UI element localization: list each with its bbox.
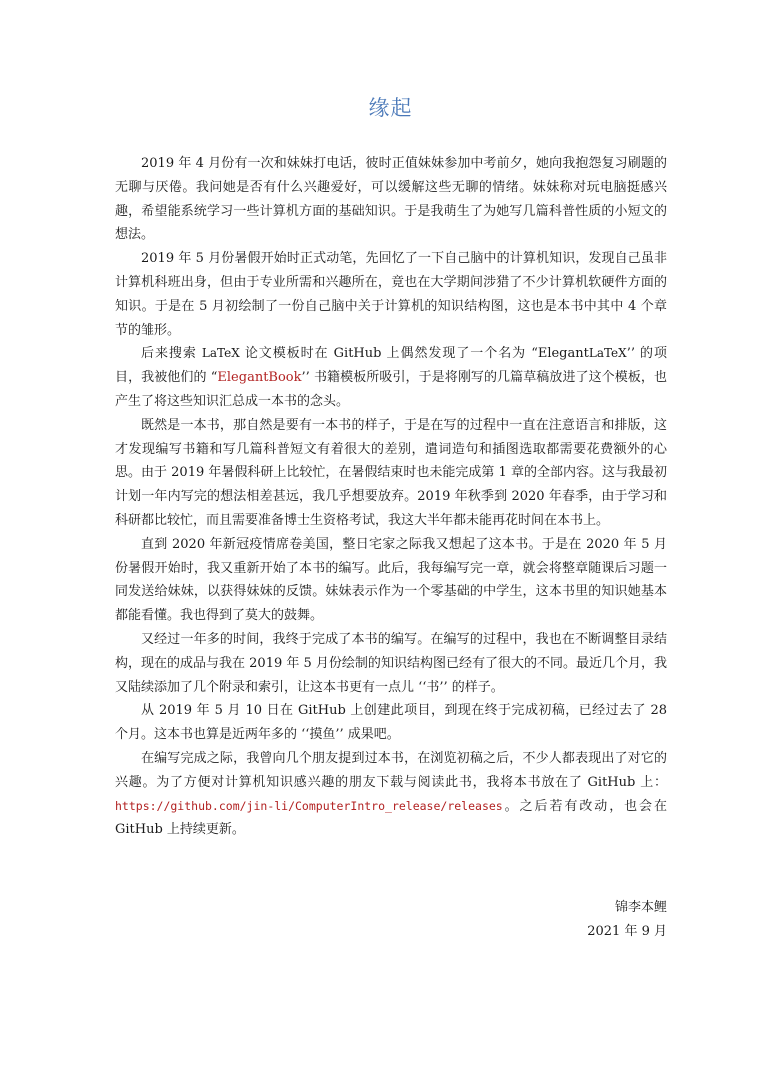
latex-logo: LaTeX xyxy=(201,346,240,361)
paragraph-3 xyxy=(115,342,667,413)
p3-text-a: 后来搜索 xyxy=(141,346,202,362)
paragraph-1: 2019 年 4 月份有一次和妹妹打电话，彼时正值妹妹参加中考前夕，她向我抱怨复习刷题的无聊与厌倦。我问她是否有什么兴趣爱好，可以缓解这些无聊的情绪。妹妹称对玩电脑挺感兴趣，希望能系统学习一些计算机方面的基础知识。于是我萌生了为她写几篇科普性质的小短文的想法。 xyxy=(115,156,667,243)
page-title: 缘起 xyxy=(368,96,413,120)
p3-text-b: 论文模板时在 GitHub 上偶然发现了一个名为 “Elegant xyxy=(239,346,589,362)
paragraph-7: 从 2019 年 5 月 10 日在 GitHub 上创建此项目，到现在终于完成初稿，已经过去了 28 个月。这本书也算是近两年多的 ‘‘摸鱼’’ 成果吧。 xyxy=(115,703,667,743)
paragraph-2: 2019 年 5 月份暑假开始时正式动笔，先回忆了一下自己脑中的计算机知识，发现自己虽非计算机科班出身，但由于专业所需和兴趣所在，竟也在大学期间涉猎了不少计算机软硬件方面的知识。于是在 5 月初绘制了一份自己脑中关于计算机的知识结构图，这也是本书中其中 4 个章节的雏形。 xyxy=(115,251,667,338)
release-url-link[interactable]: https://github.com/jin-li/ComputerIntro_release/releases xyxy=(115,798,503,813)
preface-body xyxy=(115,152,667,842)
p8-text-a: 在编写完成之际，我曾向几个朋友提到过本书，在浏览初稿之后，不少人都表现出了对它的兴趣。为了方便对计算机知识感兴趣的朋友下载与阅读此书，我将本书放在了 GitHub 上： xyxy=(115,750,667,790)
p3-text-d: ’’ 书籍模板所吸引，于是将刚写的几篇草稿放进了这个模板，也产生了将这些知识汇总成一本书的念头。 xyxy=(115,370,667,409)
p3-text-c: ’’ 的项目，我被他们的 “ xyxy=(115,346,668,386)
paragraph-4: 既然是一本书，那自然是要有一本书的样子，于是在写的过程中一直在注意语言和排版，这才发现编写书籍和写几篇科普短文有着很大的差别，遣词造句和插图选取都需要花费额外的心思。由于 2019 年暑假科研上比较忙，在暑假结束时也未能完成第 1 章的全部内容。这与我最初计划一年内写完的想法相差甚远，我几乎想要放弃。2019 年秋季到 2020 年春季，由于学习和科研都比较忙，而且需要准备博士生资格考试，我这大半年都未能再花时间在本书上。 xyxy=(115,417,667,528)
latex-logo: LaTeX xyxy=(588,346,627,361)
signature-name: 锦李本鲤 xyxy=(614,900,667,915)
paragraph-6: 又经过一年多的时间，我终于完成了本书的编写。在编写的过程中，我也在不断调整目录结构，现在的成品与我在 2019 年 5 月份绘制的知识结构图已经有了很大的不同。最近几个月，我又陆续添加了几个附录和索引，让这本书更有一点儿 ‘‘书’’ 的样子。 xyxy=(115,631,667,695)
p8-text-b: 。之后若有改动，也会在 GitHub 上持续更新。 xyxy=(115,798,667,838)
elegantbook-link[interactable]: ElegantBook xyxy=(217,370,302,386)
paragraph-5: 直到 2020 年新冠疫情席卷美国，整日宅家之际我又想起了这本书。于是在 2020 年 5 月份暑假开始时，我又重新开始了本书的编写。此后，我每编写完一章，就会将整章随课后习题一同发送给妹妹，以获得妹妹的反馈。妹妹表示作为一个零基础的中学生，这本书里的知识她基本都能看懂。我也得到了莫大的鼓舞。 xyxy=(115,536,667,624)
paragraph-8 xyxy=(115,747,667,842)
signature-date: 2021 年 9 月 xyxy=(587,924,667,939)
